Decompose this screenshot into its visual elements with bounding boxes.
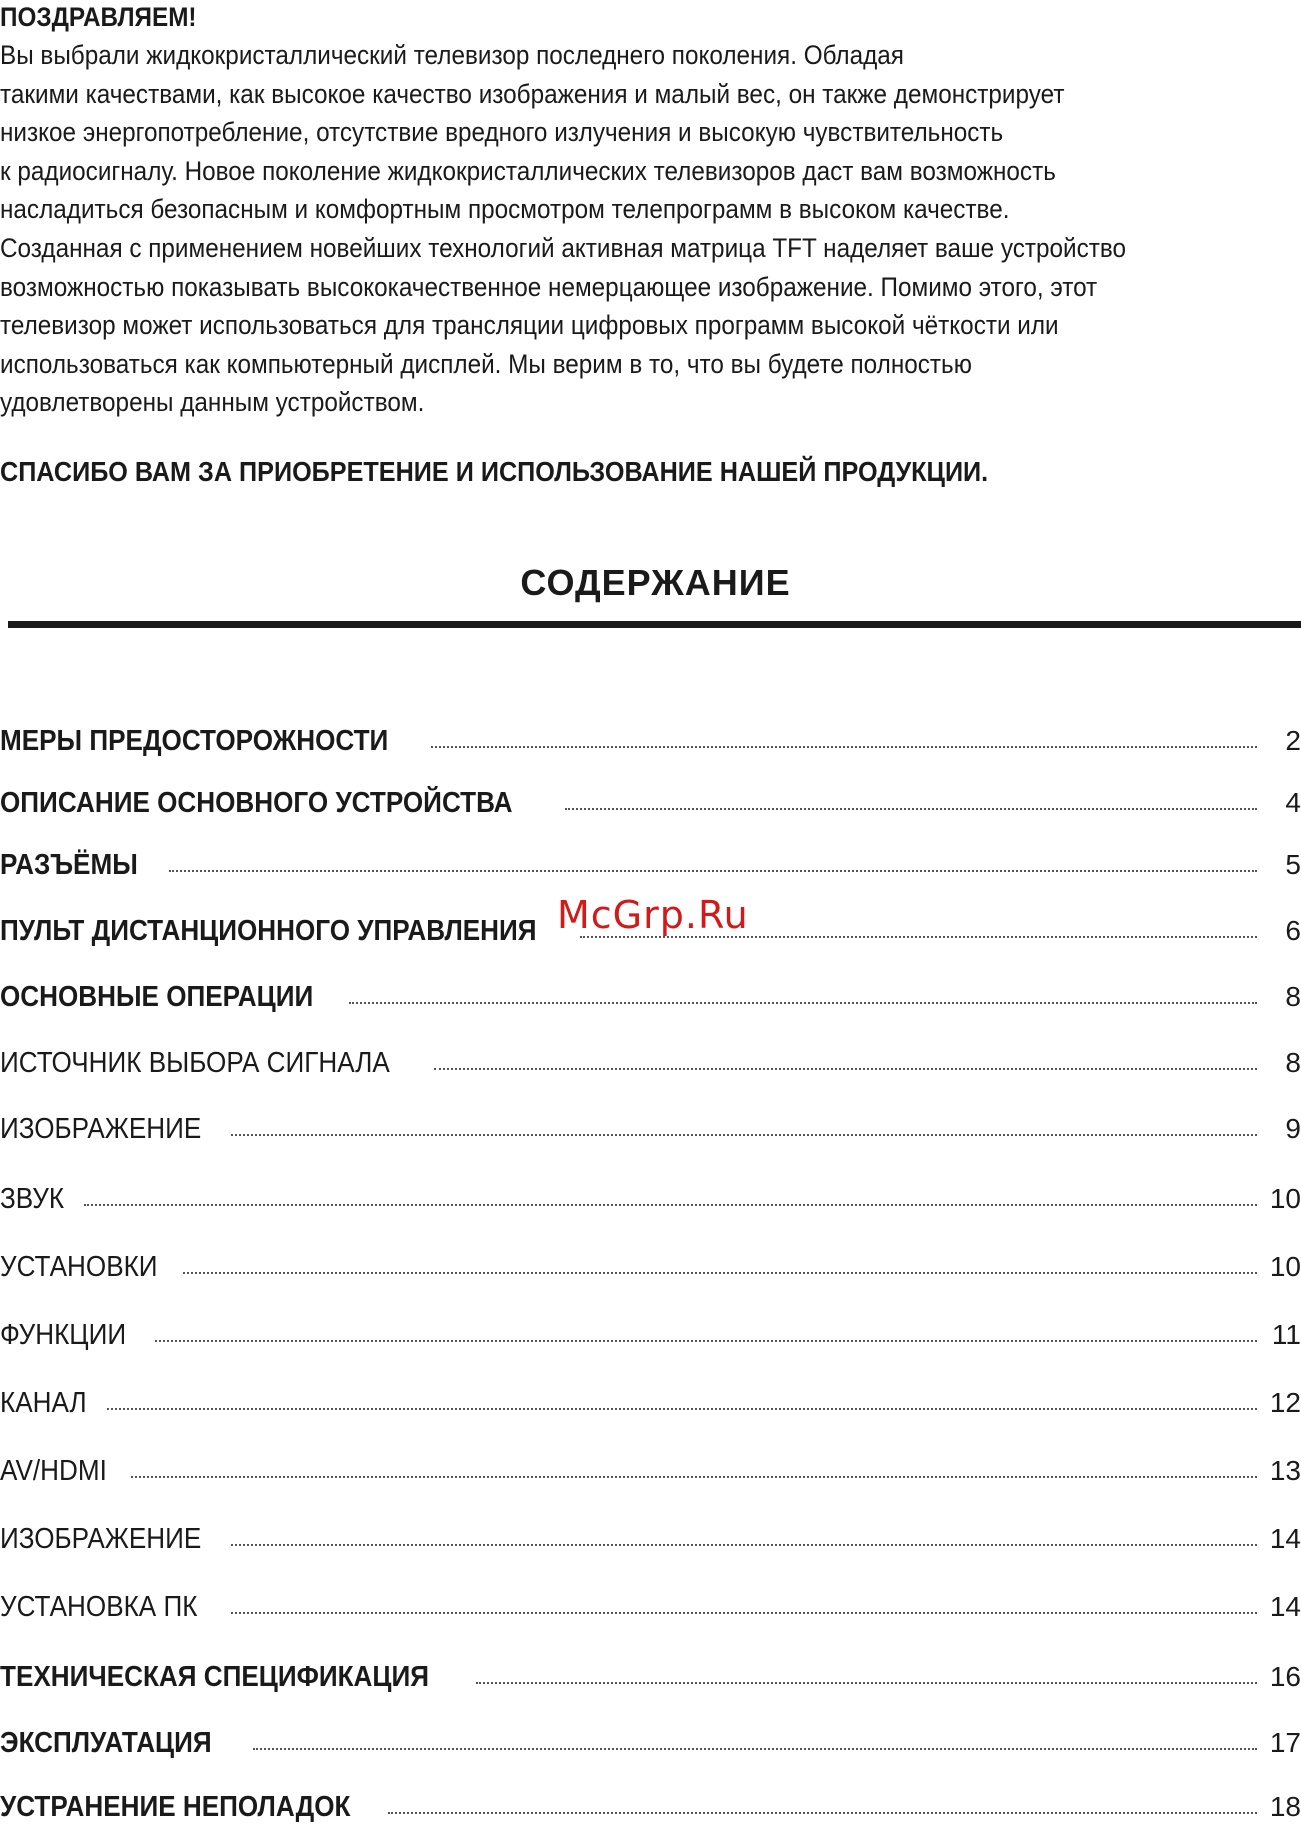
toc-entry[interactable] xyxy=(0,1172,1301,1216)
toc-leader xyxy=(183,1272,1257,1274)
toc-leader xyxy=(231,1134,1257,1136)
toc-entry-page: 17 xyxy=(1269,1727,1301,1758)
toc-entry[interactable] xyxy=(0,714,1301,758)
toc-divider xyxy=(8,621,1301,628)
toc-entry-page: 9 xyxy=(1285,1113,1301,1144)
toc-entry-label: УСТРАНЕНИЕ НЕПОЛАДОК xyxy=(0,1791,351,1823)
toc-leader xyxy=(169,870,1257,872)
watermark: McGrp.Ru xyxy=(557,893,749,937)
toc-entry-page: 18 xyxy=(1269,1791,1301,1822)
toc-entry-page: 2 xyxy=(1285,725,1301,756)
intro-line: к радиосигналу. Новое поколение жидкокристаллических телевизоров даст вам возможность xyxy=(0,155,1056,186)
toc-entry-page: 4 xyxy=(1285,787,1301,818)
toc-entry-label: МЕРЫ ПРЕДОСТОРОЖНОСТИ xyxy=(0,725,389,757)
toc-entry-page: 8 xyxy=(1285,1047,1301,1078)
toc-title: СОДЕРЖАНИЕ xyxy=(520,562,791,603)
toc-leader xyxy=(565,808,1257,810)
toc-leader xyxy=(107,1408,1257,1410)
toc-entry-label: ФУНКЦИИ xyxy=(0,1319,127,1351)
toc-entry[interactable] xyxy=(0,1780,1301,1824)
toc-entry-page: 11 xyxy=(1271,1319,1301,1350)
toc-entry[interactable] xyxy=(0,1102,1301,1146)
toc-entry[interactable] xyxy=(0,776,1301,820)
toc-entry[interactable] xyxy=(0,1716,1301,1760)
toc-leader xyxy=(231,1544,1257,1546)
toc-entry-page: 13 xyxy=(1269,1455,1301,1486)
intro-line: телевизор может использоваться для трансляции цифровых программ высокой чёткости или xyxy=(0,310,1059,341)
toc-entry-label: ИЗОБРАЖЕНИЕ xyxy=(0,1113,202,1145)
toc-entry[interactable] xyxy=(0,838,1301,882)
intro-line: Созданная с применением новейших технологий активная матрица TFT наделяет ваше устройство xyxy=(0,232,1127,263)
toc-entry[interactable] xyxy=(0,1308,1301,1352)
toc-entry[interactable] xyxy=(0,1376,1301,1420)
toc-entry-label: ИЗОБРАЖЕНИЕ xyxy=(0,1523,202,1555)
toc-entry-label: ЭКСПЛУАТАЦИЯ xyxy=(0,1727,212,1759)
toc-entry-label: ПУЛЬТ ДИСТАНЦИОННОГО УПРАВЛЕНИЯ xyxy=(0,915,537,947)
toc-entry[interactable] xyxy=(0,1580,1301,1624)
toc-entry-label: РАЗЪЁМЫ xyxy=(0,849,138,881)
thanks-statement: СПАСИБО ВАМ ЗА ПРИОБРЕТЕНИЕ И ИСПОЛЬЗОВАНИЕ НАШЕЙ ПРОДУКЦИИ. xyxy=(0,456,989,487)
toc-leader xyxy=(131,1476,1257,1478)
toc-entry[interactable] xyxy=(0,970,1301,1014)
toc-entry-page: 5 xyxy=(1285,849,1301,880)
toc-leader xyxy=(349,1002,1257,1004)
toc-entry-label: УСТАНОВКА ПК xyxy=(0,1591,198,1623)
toc-leader xyxy=(253,1748,1257,1750)
toc-leader xyxy=(231,1612,1257,1614)
greeting-title: ПОЗДРАВЛЯЕМ! xyxy=(0,2,197,32)
toc-entry-label: AV/HDMI xyxy=(0,1455,107,1487)
toc-entry-label: ЗВУК xyxy=(0,1183,65,1215)
intro-paragraph xyxy=(0,36,1300,422)
toc-entry-label: ОСНОВНЫЕ ОПЕРАЦИИ xyxy=(0,981,314,1013)
toc-entry[interactable] xyxy=(0,1512,1301,1556)
toc-entry-label: КАНАЛ xyxy=(0,1387,87,1419)
toc-entry-label: ТЕХНИЧЕСКАЯ СПЕЦИФИКАЦИЯ xyxy=(0,1661,430,1693)
intro-line: такими качествами, как высокое качество изображения и малый вес, он также демонстрирует xyxy=(0,78,1065,109)
toc-entry-page: 16 xyxy=(1269,1661,1301,1692)
toc-entry[interactable] xyxy=(0,1036,1301,1080)
toc-entry-page: 14 xyxy=(1269,1591,1301,1622)
toc-leader xyxy=(388,1812,1257,1814)
toc-entry-page: 6 xyxy=(1285,915,1301,946)
toc-leader xyxy=(84,1204,1257,1206)
toc-entry-label: ИСТОЧНИК ВЫБОРА СИГНАЛА xyxy=(0,1047,390,1079)
toc-leader xyxy=(431,746,1257,748)
intro-line: насладиться безопасным и комфортным просмотром телепрограмм в высоком качестве. xyxy=(0,194,1010,225)
toc-entry-page: 12 xyxy=(1269,1387,1301,1418)
toc-entry[interactable] xyxy=(0,1444,1301,1488)
toc-entry-page: 10 xyxy=(1269,1183,1301,1214)
toc-entry-page: 14 xyxy=(1269,1523,1301,1554)
toc-entry[interactable] xyxy=(0,1650,1301,1694)
intro-line: низкое энергопотребление, отсутствие вредного излучения и высокую чувствительность xyxy=(0,117,1004,148)
intro-line: Вы выбрали жидкокристаллический телевизор последнего поколения. Обладая xyxy=(0,40,904,70)
intro-line: возможностью показывать высококачественное немерцающее изображение. Помимо этого, этот xyxy=(0,271,1098,302)
toc-leader xyxy=(155,1340,1257,1342)
intro-line: удовлетворены данным устройством. xyxy=(0,387,425,418)
toc-entry-page: 8 xyxy=(1285,981,1301,1012)
toc-entry-label: УСТАНОВКИ xyxy=(0,1251,158,1283)
toc-entry-label: ОПИСАНИЕ ОСНОВНОГО УСТРОЙСТВА xyxy=(0,787,513,819)
toc-entry[interactable] xyxy=(0,1240,1301,1284)
intro-line: использоваться как компьютерный дисплей. Мы верим в то, что вы будете полностью xyxy=(0,348,972,379)
toc-leader xyxy=(434,1068,1257,1070)
toc-entry-page: 10 xyxy=(1269,1251,1301,1282)
toc-leader xyxy=(476,1682,1257,1684)
